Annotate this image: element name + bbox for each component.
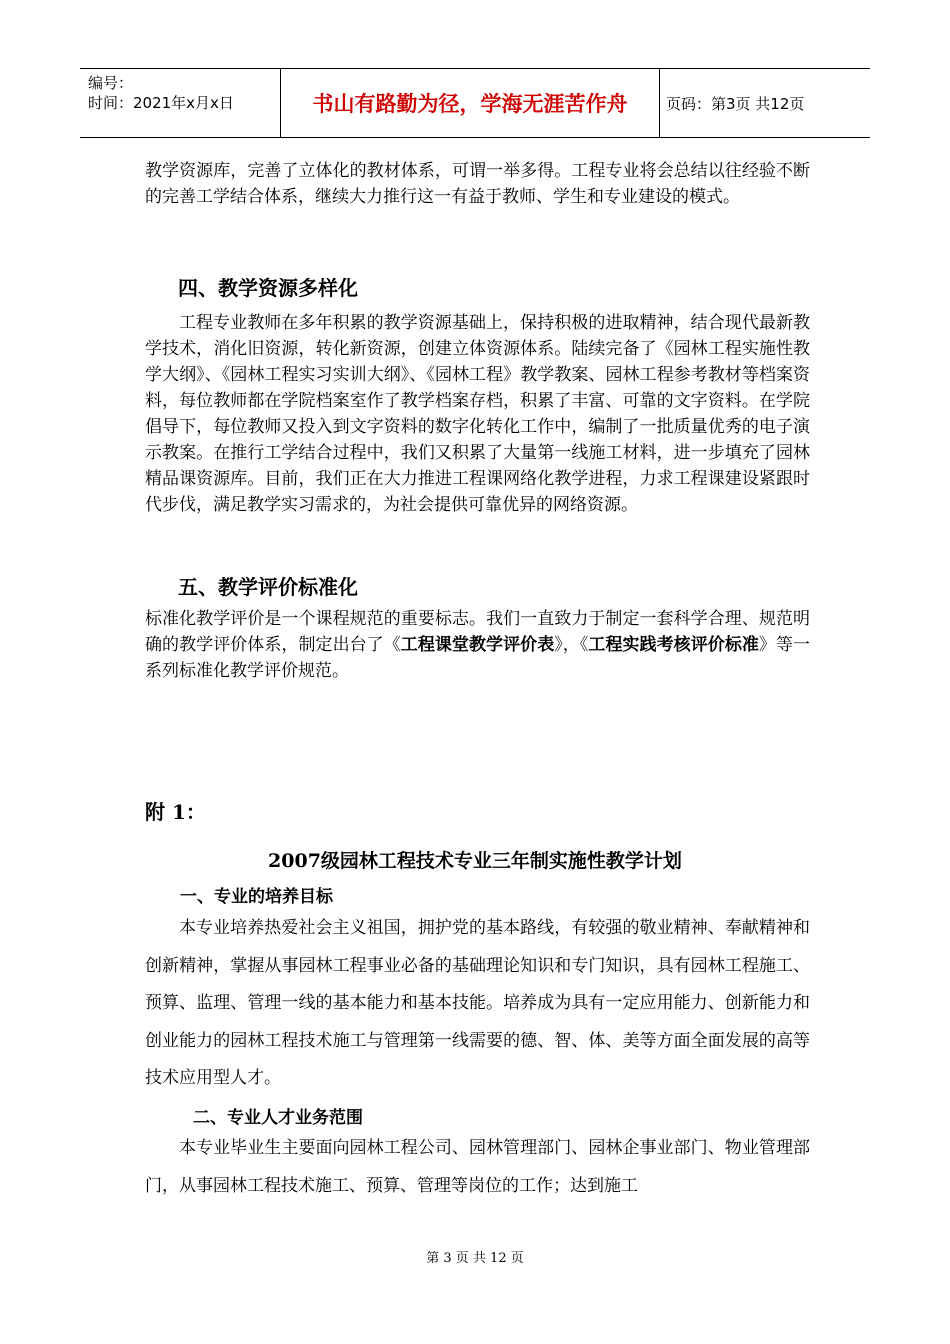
sub2-heading: 二、专业人才业务范围	[193, 1108, 363, 1128]
evaluation-form-title: 工程课堂教学评价表	[400, 635, 555, 655]
section5-text-mid: 》，《	[554, 635, 589, 655]
section4-heading: 四、教学资源多样化	[178, 276, 358, 300]
header-meta	[80, 69, 280, 137]
annex-label: 附 1：	[145, 800, 206, 824]
section5-body	[145, 606, 810, 684]
time-label: 时间：2021年x月x日	[88, 94, 234, 112]
header-motto: 书山有路勤为径，学海无涯苦作舟	[280, 69, 660, 137]
section4-body: 工程专业教师在多年积累的教学资源基础上，保持积极的进取精神，结合现代最新教学技术，消化旧资源，转化新资源，创建立体资源体系。陆续完备了《园林工程实施性教学大纲》、《园林工程实习实训大纲》、《园林工程》教学教案、园林工程参考教材等档案资料，每位教师都在学院档案室作了教学档案存档，积累了丰富、可靠的文字资料。在学院倡导下，每位教师又投入到文字资料的数字化转化工作中，编制了一批质量优秀的电子演示教案。在推行工学结合过程中，我们又积累了大量第一线施工材料，进一步填充了园林精品课资源库。目前，我们正在大力推进工程课网络化教学进程，力求工程课建设紧跟时代步伐，满足教学实习需求的，为社会提供可靠优异的网络资源。	[145, 313, 810, 515]
page-header	[80, 68, 870, 138]
continued-paragraph: 教学资源库，完善了立体化的教材体系，可谓一举多得。工程专业将会总结以往经验不断的完善工学结合体系，继续大力推行这一有益于教师、学生和专业建设的模式。	[145, 161, 810, 207]
sub2-body: 本专业毕业生主要面向园林工程公司、园林管理部门、园林企事业部门、物业管理部门，从事园林工程技术施工、预算、管理等岗位的工作；达到施工	[145, 1138, 810, 1196]
plan-title: 2007级园林工程技术专业三年制实施性教学计划	[268, 850, 682, 872]
number-label: 编号：	[88, 74, 134, 92]
sub1-body: 本专业培养热爱社会主义祖国，拥护党的基本路线，有较强的敬业精神、奉献精神和创新精神，掌握从事园林工程事业必备的基础理论知识和专门知识，具有园林工程施工、预算、监理、管理一线的基本能力和基本技能。培养成为具有一定应用能力、创新能力和创业能力的园林工程技术施工与管理第一线需要的德、智、体、美等方面全面发展的高等技术应用型人才。	[145, 918, 810, 1088]
section5-text-end: 》等一系列标准化教学评价规范。	[145, 635, 811, 681]
header-page-info: 页码：第3页 共12页	[666, 94, 805, 113]
sub1-heading: 一、专业的培养目标	[180, 887, 333, 907]
section5-heading: 五、教学评价标准化	[178, 575, 358, 599]
page-footer: 第 3 页 共 12 页	[426, 1251, 524, 1266]
section5-text-start: 标准化教学评价是一个课程规范的重要标志。我们一直致力于制定一套科学合理、规范明确的教学评价体系，制定出台了《	[145, 609, 810, 655]
assessment-standard-title: 工程实践考核评价标准	[588, 635, 759, 655]
